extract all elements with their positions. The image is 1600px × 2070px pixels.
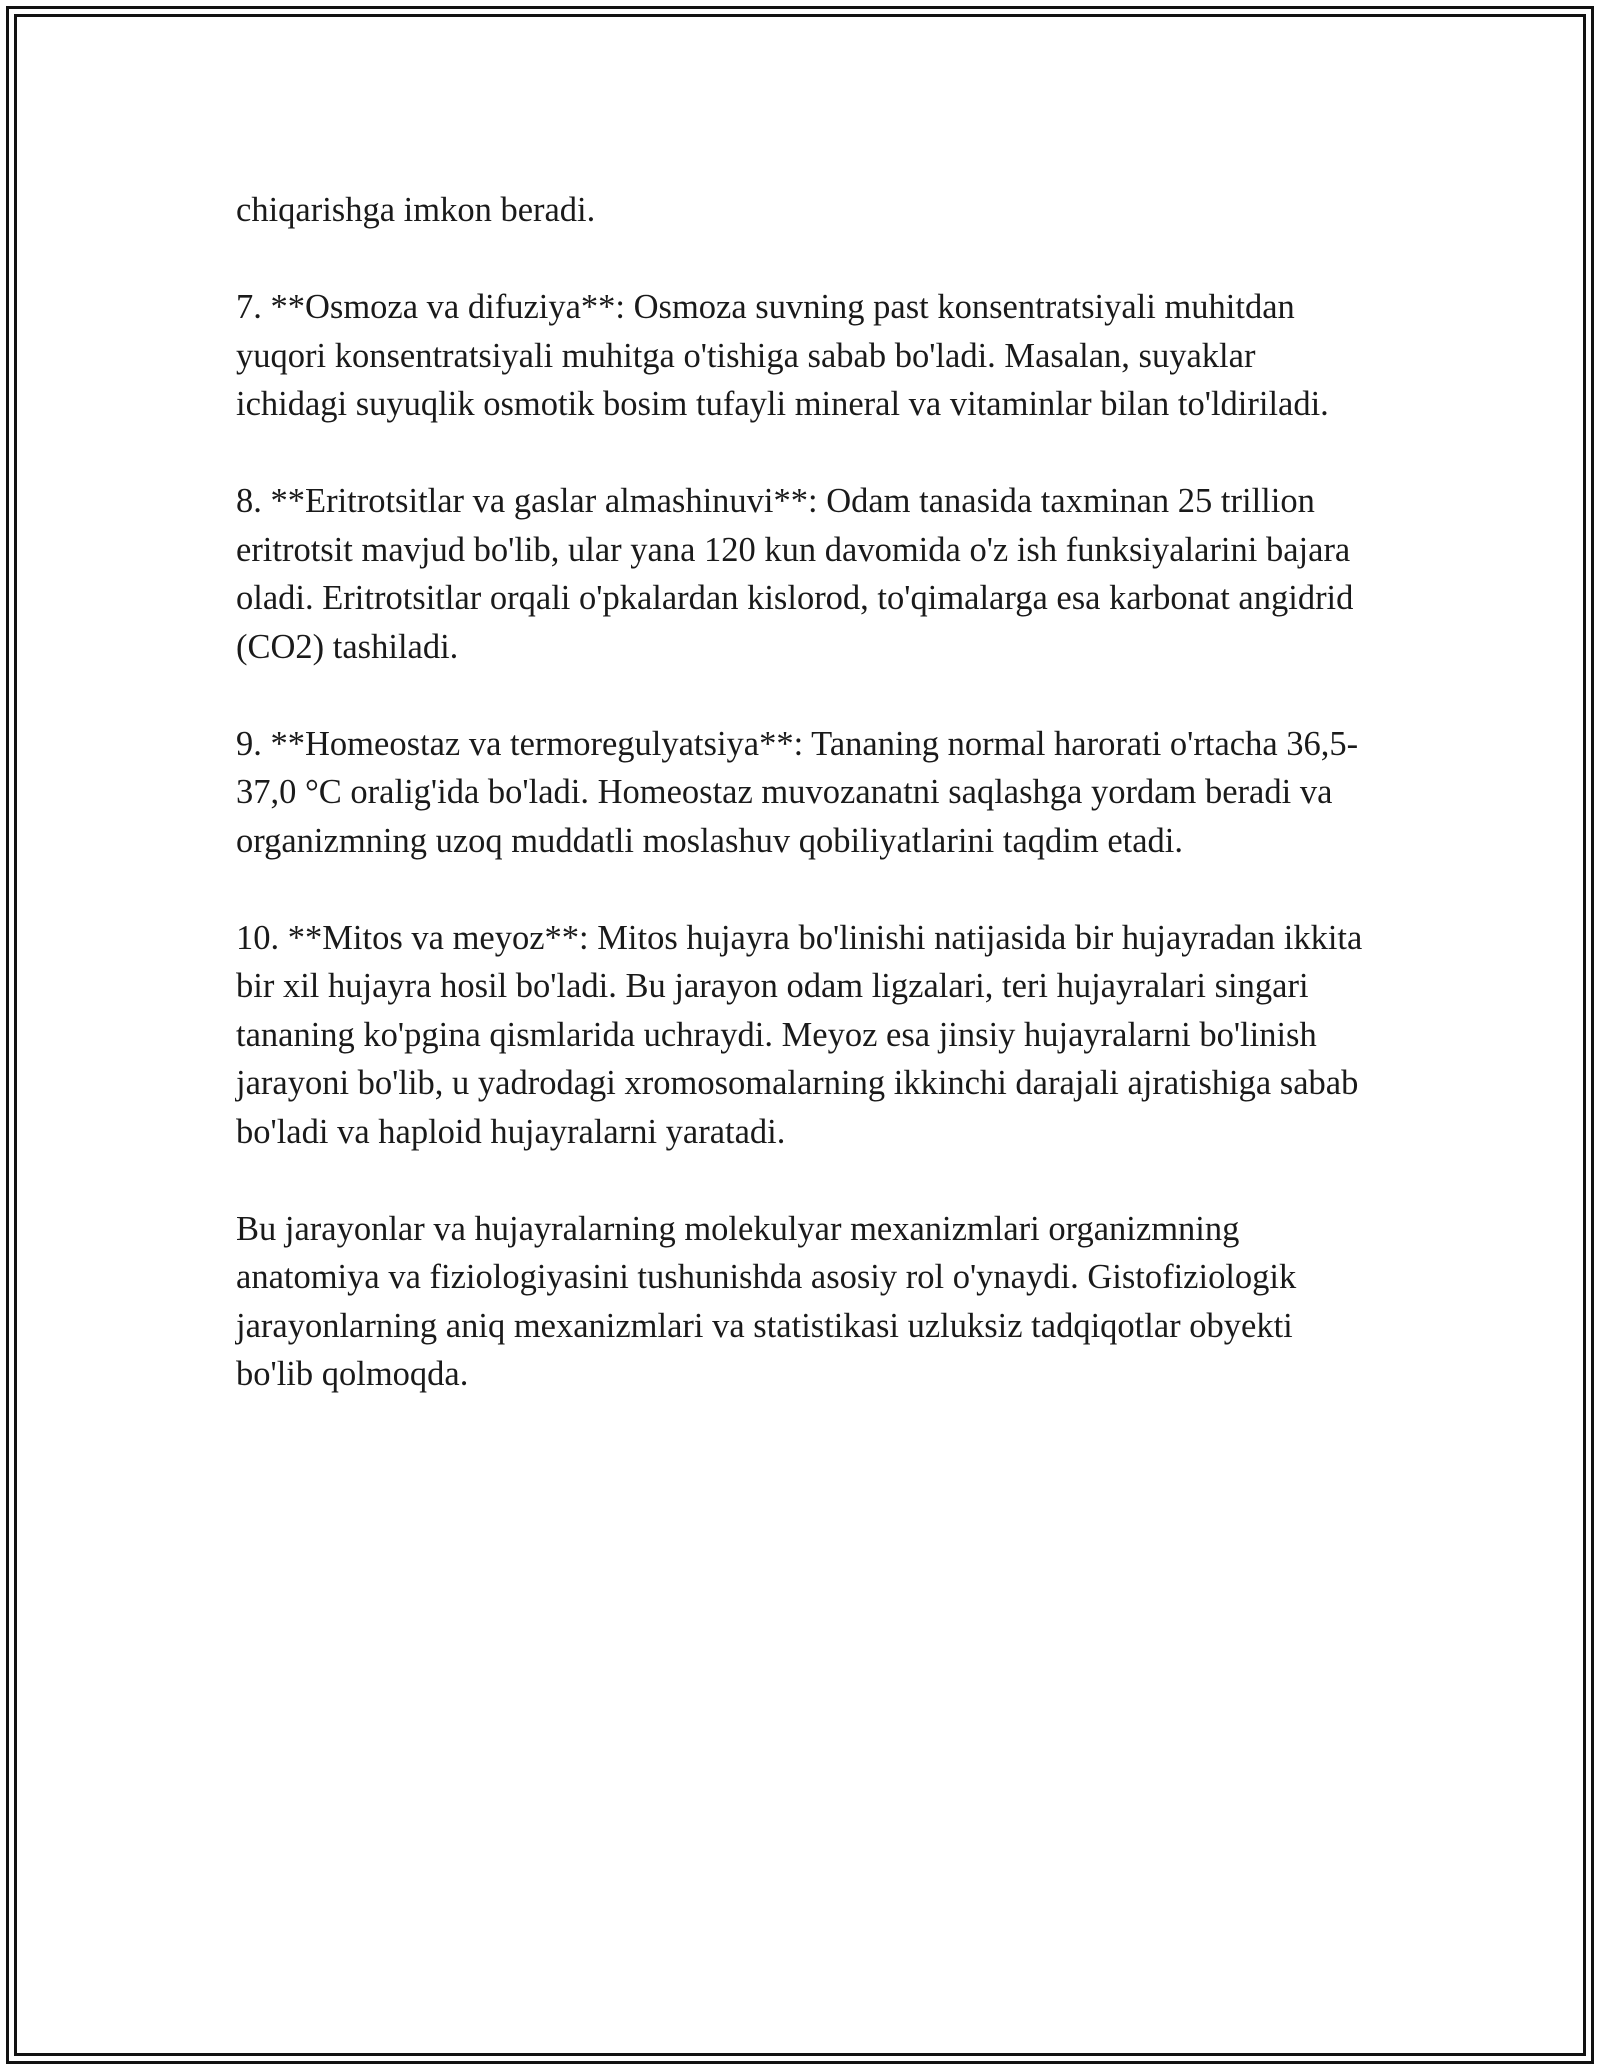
document-body: [236, 186, 1371, 1447]
paragraph-mitos: 10. **Mitos va meyoz**: Mitos hujayra bo'linishi natijasida bir hujayradan ikkita bir xil hujayra hosil bo'ladi. Bu jarayon odam ligzalari, teri hujayralari singari tananing ko'pgina qismlarida uchraydi. Meyoz esa jinsiy hujayralarni bo'linish jarayoni bo'lib, u yadrodagi xromosomalarning ikkinchi darajali ajratishiga sabab bo'ladi va haploid hujayralarni yaratadi.: [236, 918, 1371, 1151]
paragraph-continuation: chiqarishga imkon beradi.: [236, 191, 596, 229]
paragraph-conclusion: Bu jarayonlar va hujayralarning molekulyar mexanizmlari organizmning anatomiya va fiziologiyasini tushunishda asosiy rol o'ynaydi. Gistofiziologik jarayonlarning aniq mexanizmlari va statistikasi uzluksiz tadqiqotlar obyekti bo'lib qolmoqda.: [236, 1209, 1305, 1393]
paragraph-homeostaz: 9. **Homeostaz va termoregulyatsiya**: Tananing normal harorati o'rtacha 36,5-37,0 °C oralig'ida bo'ladi. Homeostaz muvozanatni saqlashga yordam beradi va organizmning uzoq muddatli moslashuv qobiliyatlarini taqdim etadi.: [236, 724, 1359, 860]
paragraph-eritrotsitlar: 8. **Eritrotsitlar va gaslar almashinuvi**: Odam tanasida taxminan 25 trillion eritrotsit mavjud bo'lib, ular yana 120 kun davomida o'z ish funksiyalarini bajara oladi. Eritrotsitlar orqali o'pkalardan kislorod, to'qimalarga esa karbonat angidrid (CO2) tashiladi.: [236, 482, 1363, 666]
paragraph-osmoza: 7. **Osmoza va difuziya**: Osmoza suvning past konsentratsiyali muhitdan yuqori konsentratsiyali muhitga o'tishiga sabab bo'ladi. Masalan, suyaklar ichidagi suyuqlik osmotik bosim tufayli mineral va vitaminlar bilan to'ldiriladi.: [236, 288, 1329, 423]
